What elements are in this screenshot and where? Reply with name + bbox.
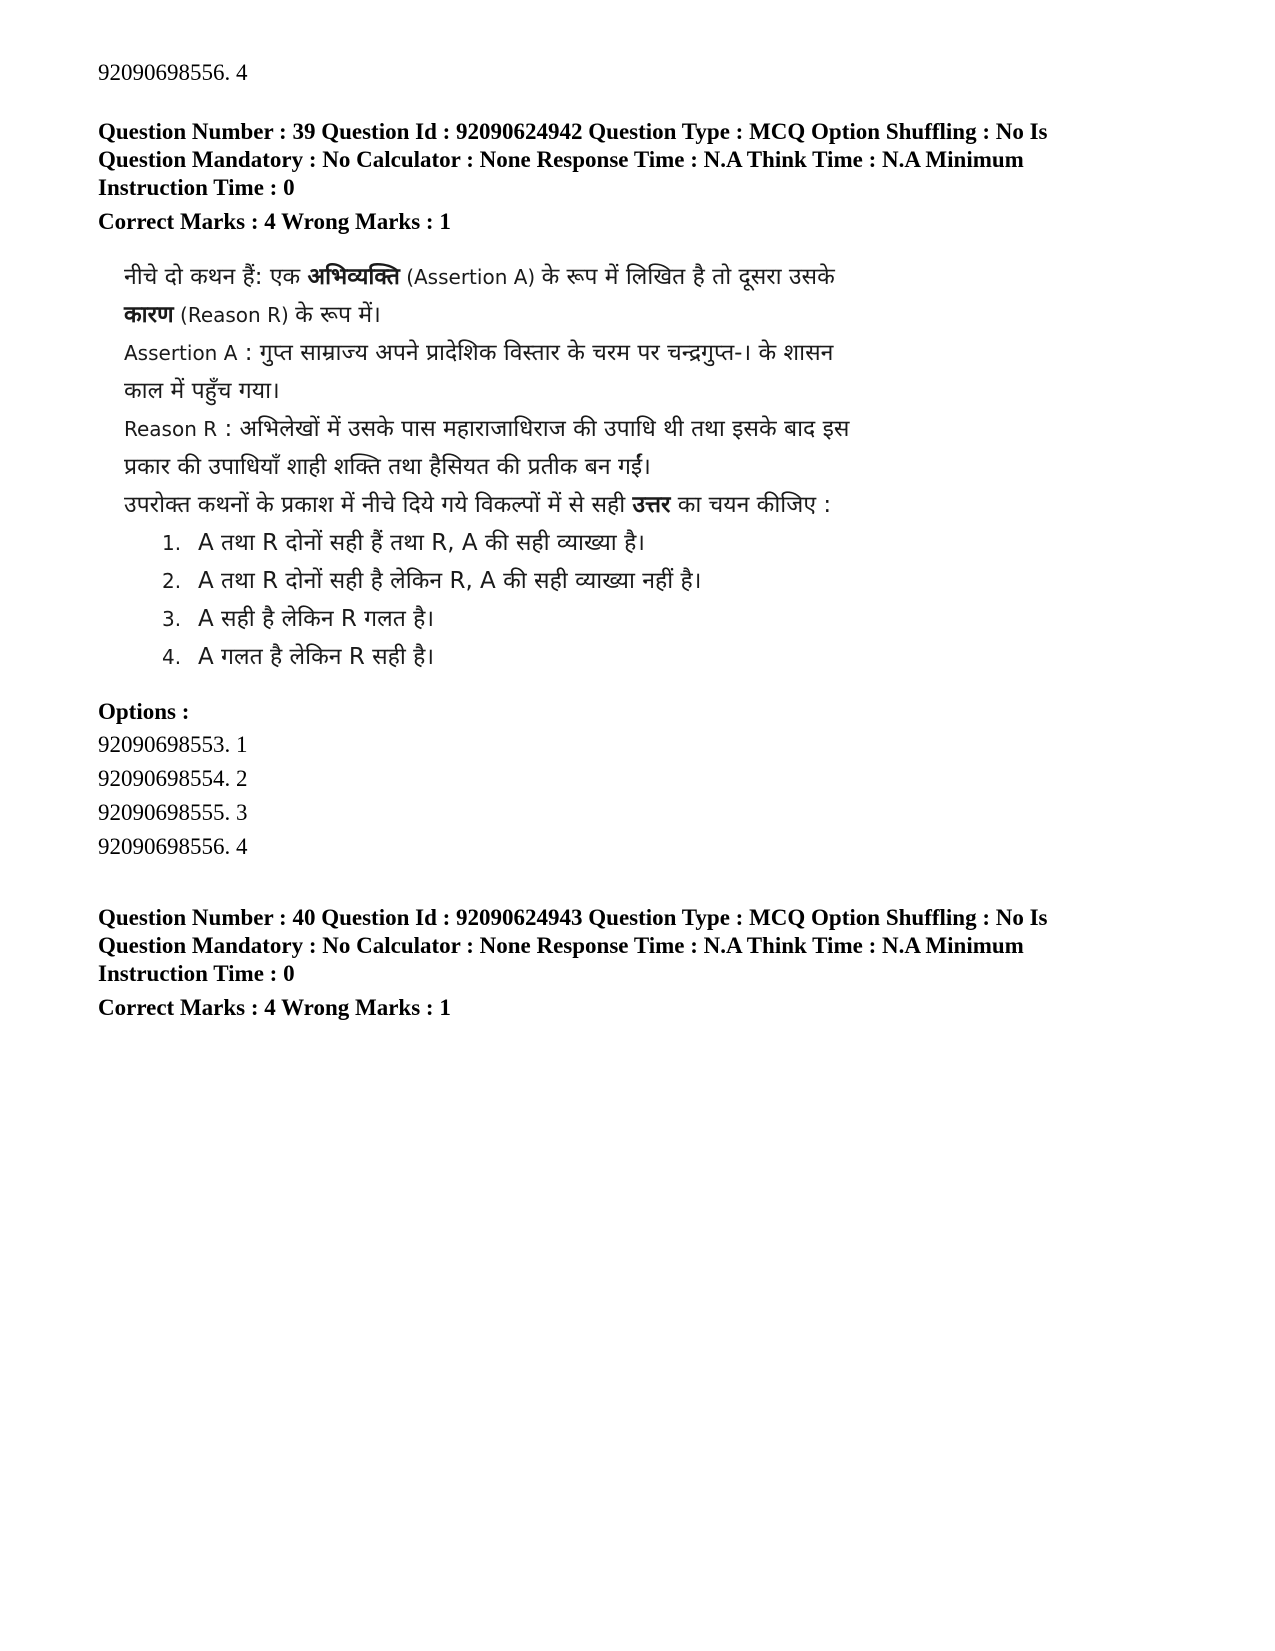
intro-bold-assertion: अभिव्यक्ति: [307, 264, 400, 290]
intro-bold-reason: कारण: [124, 302, 174, 328]
choice-text: A सही है लेकिन R गलत है।: [198, 606, 435, 632]
reason-label: Reason R: [124, 417, 218, 441]
answer-choice: [124, 600, 944, 638]
answer-choice-list: [124, 524, 944, 676]
question-40-block: [98, 904, 1178, 1022]
assertion-line-1: [124, 334, 944, 372]
document-page: [98, 0, 1178, 1022]
intro-text: नीचे दो कथन हैं: एक: [124, 264, 308, 290]
intro-reason-label: (Reason R): [173, 303, 296, 327]
reason-line-1: [124, 410, 944, 448]
choice-text: A तथा R दोनों सही है लेकिन R, A की सही व्याख्या नहीं है।: [198, 568, 702, 594]
reason-text: : अभिलेखों में उसके पास महाराजाधिराज की उपाधि थी तथा इसके बाद इस: [217, 416, 850, 442]
option-line: 92090698555. 3: [98, 800, 248, 825]
answer-choice: [124, 562, 944, 600]
assertion-text: : गुप्त साम्राज्य अपने प्रादेशिक विस्तार के चरम पर चन्द्रगुप्त-। के शासन: [237, 340, 834, 366]
choice-number: 3.: [162, 607, 182, 631]
question-39-header-line-1: Question Number : 39 Question Id : 92090624942 Question Type : MCQ Option Shuffling : No Is: [98, 119, 1048, 144]
instruction-line: [124, 486, 944, 524]
intro-text-end: के रूप में।: [295, 302, 381, 328]
intro-text-cont: के रूप में लिखित है तो दूसरा उसके: [541, 264, 835, 290]
question-40-marks: Correct Marks : 4 Wrong Marks : 1: [98, 995, 451, 1020]
choice-text: A तथा R दोनों सही हैं तथा R, A की सही व्याख्या है।: [198, 530, 646, 556]
choice-text: A गलत है लेकिन R सही है।: [198, 644, 435, 670]
options-heading: Options :: [98, 699, 190, 724]
instruction-text-end: का चयन कीजिए :: [670, 492, 832, 518]
question-40-header-line-2: Question Mandatory : No Calculator : None Response Time : N.A Think Time : N.A Minimum: [98, 933, 1024, 958]
option-line: 92090698556. 4: [98, 834, 248, 859]
previous-option-line: 92090698556. 4: [98, 60, 248, 85]
answer-choice: [124, 638, 944, 676]
assertion-label: Assertion A: [124, 341, 238, 365]
intro-line-1: [124, 258, 944, 296]
option-line: 92090698554. 2: [98, 766, 248, 791]
instruction-text: उपरोक्त कथनों के प्रकाश में नीचे दिये गये विकल्पों में से सही: [124, 492, 633, 518]
question-39-header-line-3: Instruction Time : 0: [98, 175, 295, 200]
option-line: 92090698553. 1: [98, 732, 248, 757]
question-39-text-image: [124, 258, 944, 676]
assertion-line-2: काल में पहुँच गया।: [124, 378, 280, 404]
question-39-marks: Correct Marks : 4 Wrong Marks : 1: [98, 209, 451, 234]
question-40-header-line-3: Instruction Time : 0: [98, 961, 295, 986]
choice-number: 1.: [162, 531, 182, 555]
intro-line-2: [124, 296, 944, 334]
reason-line-2: प्रकार की उपाधियाँ शाही शक्ति तथा हैसियत की प्रतीक बन गईं।: [124, 454, 651, 480]
intro-assertion-label: (Assertion A): [399, 265, 542, 289]
instruction-bold-answer: उत्तर: [632, 492, 671, 518]
question-39-header-line-2: Question Mandatory : No Calculator : None Response Time : N.A Think Time : N.A Minimum: [98, 147, 1024, 172]
question-40-header-line-1: Question Number : 40 Question Id : 92090624943 Question Type : MCQ Option Shuffling : No Is: [98, 905, 1048, 930]
choice-number: 2.: [162, 569, 182, 593]
choice-number: 4.: [162, 645, 182, 669]
answer-choice: [124, 524, 944, 562]
question-39-block: [98, 118, 1178, 864]
